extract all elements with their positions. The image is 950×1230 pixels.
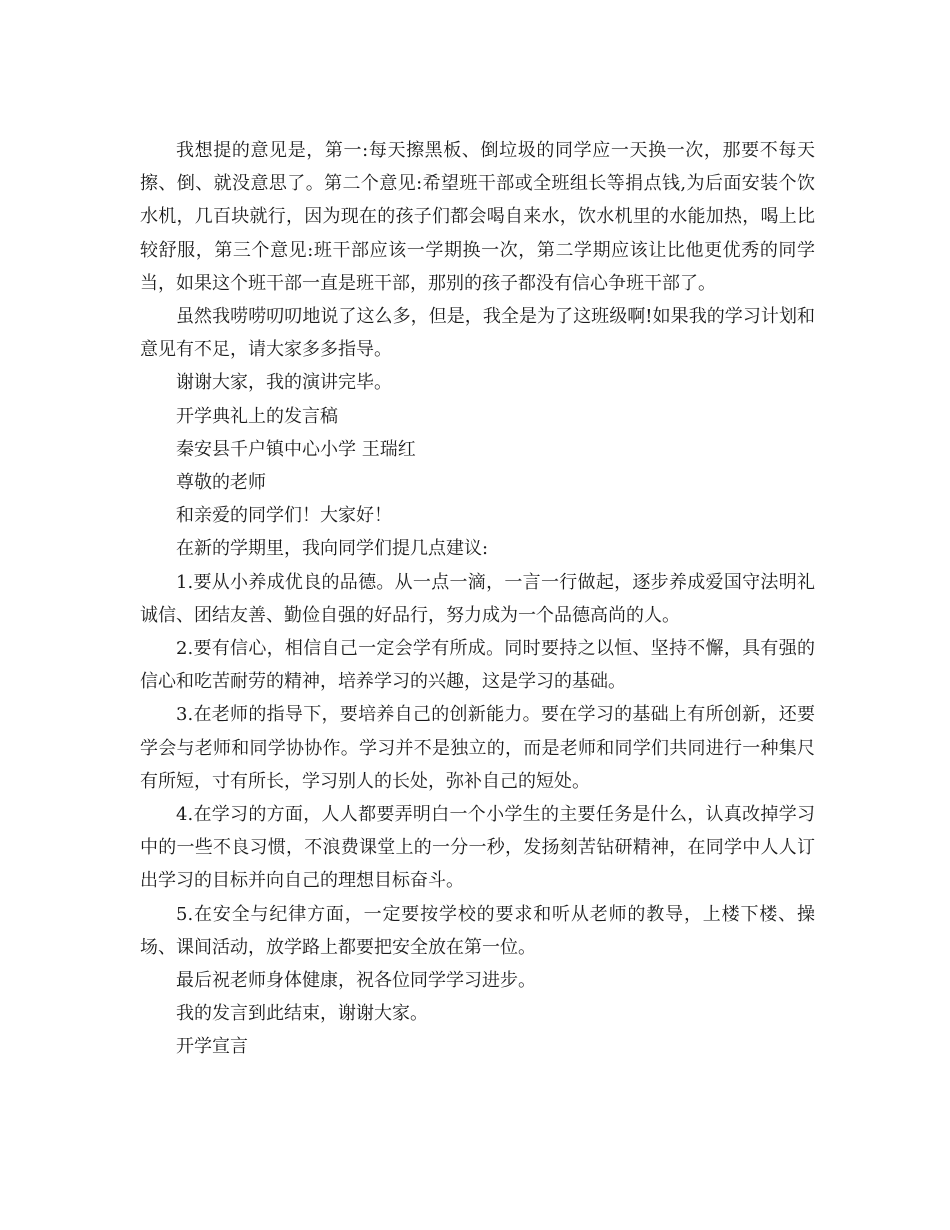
- paragraph-closing: 我的发言到此结束，谢谢大家。: [176, 1003, 428, 1025]
- paragraph-apology: 虽然我唠唠叨叨地说了这么多，但是，我全是为了这班级啊!如果我的学习计划和意见有不足，请大家多多指导。: [140, 306, 815, 361]
- paragraph-wishes: 最后祝老师身体健康，祝各位同学学习进步。: [176, 970, 536, 992]
- section-title-declaration: 开学宣言: [176, 1036, 248, 1058]
- author-line: 秦安县千户镇中心小学 王瑞红: [176, 438, 416, 460]
- paragraph-thanks: 谢谢大家，我的演讲完毕。: [176, 372, 392, 394]
- suggestion-5: 5.在安全与纪律方面，一定要按学校的要求和听从老师的教导，上楼下楼、操场、课间活动，放学路上都要把安全放在第一位。: [140, 903, 815, 958]
- paragraph-intro: 在新的学期里，我向同学们提几点建议:: [176, 538, 489, 560]
- salutation-teachers: 尊敬的老师: [176, 472, 266, 494]
- section-title-speech: 开学典礼上的发言稿: [176, 405, 338, 427]
- paragraph-suggestions: 我想提的意见是，第一:每天擦黑板、倒垃圾的同学应一天换一次，那要不每天擦、倒、就没意思了。第二个意见:希望班干部或全班组长等捐点钱,为后面安装个饮水机，几百块就行，因为现在的孩子们都会喝自来水，饮水机里的水能加热，喝上比较舒服，第三个意见:班干部应该一学期换一次，第二学期应该让比他更优秀的同学当，如果这个班干部一直是班干部，那别的孩子都没有信心争班干部了。: [140, 140, 815, 294]
- suggestion-3: 3.在老师的指导下，要培养自己的创新能力。要在学习的基础上有所创新，还要学会与老师和同学协协作。学习并不是独立的，而是老师和同学们共同进行一种集尺有所短，寸有所长，学习别人的长处，弥补自己的短处。: [140, 704, 815, 792]
- suggestion-2: 2.要有信心，相信自己一定会学有所成。同时要持之以恒、坚持不懈，具有强的信心和吃苦耐劳的精神，培养学习的兴趣，这是学习的基础。: [140, 638, 815, 693]
- suggestion-1: 1.要从小养成优良的品德。从一点一滴，一言一行做起，逐步养成爱国守法明礼诚信、团结友善、勤俭自强的好品行，努力成为一个品德高尚的人。: [140, 571, 815, 626]
- suggestion-4: 4.在学习的方面，人人都要弄明白一个小学生的主要任务是什么，认真改掉学习中的一些不良习惯，不浪费课堂上的一分一秒，发扬刻苦钻研精神，在同学中人人订出学习的目标并向自己的理想目标奋斗。: [140, 804, 815, 892]
- salutation-students: 和亲爱的同学们！大家好！: [176, 505, 392, 527]
- document-body: [140, 134, 815, 1064]
